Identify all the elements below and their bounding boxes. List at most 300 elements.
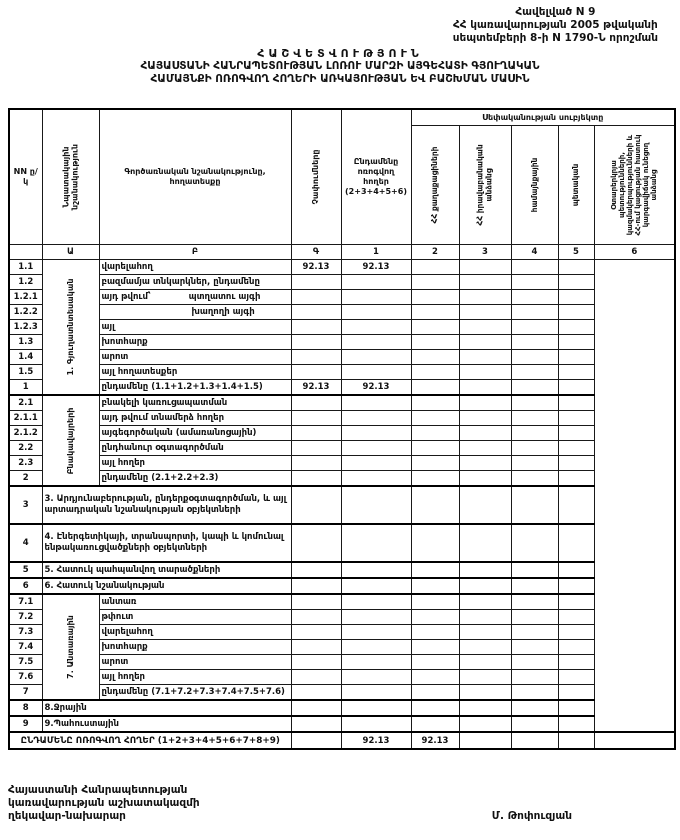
value-cell-col-3 <box>411 365 459 380</box>
value-cell-col-6 <box>558 562 594 578</box>
value-cell-col-3 <box>411 486 459 524</box>
value-cell-col-3 <box>411 594 459 610</box>
value-cell-col-3 <box>411 335 459 350</box>
value-cell-col-1 <box>291 578 341 594</box>
grand-total-value-col-6 <box>594 732 675 749</box>
table-row-9 <box>9 716 675 732</box>
value-cell-col-2 <box>341 640 411 655</box>
section-label-text: 7. Անտառային <box>65 615 75 679</box>
value-cell-col-3 <box>411 524 459 562</box>
table-row-7.4 <box>9 640 675 655</box>
value-cell-col-3 <box>411 625 459 640</box>
row-label-cell: ընդամենը (1.1+1.2+1.3+1.4+1.5) <box>99 380 291 396</box>
column-letter-1: Ա <box>42 245 99 260</box>
column-letter-2: Բ <box>99 245 291 260</box>
value-cell-col-4 <box>459 655 511 670</box>
value-cell-col-3 <box>411 640 459 655</box>
value-cell-col-2 <box>341 716 411 732</box>
value-cell-col-4 <box>459 594 511 610</box>
value-cell-col-3 <box>411 411 459 426</box>
row-label-cell: բնակելի կառուցապատման <box>99 395 291 411</box>
report-title-word: ՀԱՇՎԵՏՎՈՒԹՅՈՒՆ <box>257 47 423 60</box>
value-cell-col-5 <box>511 655 558 670</box>
value-cell-col-3 <box>411 275 459 290</box>
value-cell-col-3 <box>411 305 459 320</box>
value-cell-col-2: 92.13 <box>341 380 411 396</box>
value-cell-col-4 <box>459 305 511 320</box>
value-cell-col-6 <box>558 578 594 594</box>
row-label-secondary: պտղատու այգի <box>188 292 261 302</box>
value-cell-col-4 <box>459 456 511 471</box>
value-cell-col-2 <box>341 411 411 426</box>
table-row-7.3 <box>9 625 675 640</box>
value-cell-col-2 <box>341 471 411 487</box>
table-row-7.1 <box>9 594 675 610</box>
appendix-line-2: ՀՀ կառավարության 2005 թվականի <box>452 19 658 31</box>
row-label-cell: այլ հողեր <box>99 670 291 685</box>
value-cell-col-6 <box>558 380 594 396</box>
column-letter-5: 2 <box>411 245 459 260</box>
value-cell-col-1 <box>291 716 341 732</box>
col-header-foreign <box>594 126 675 245</box>
value-cell-col-2 <box>341 350 411 365</box>
value-cell-col-5 <box>511 562 558 578</box>
value-cell-col-2 <box>341 524 411 562</box>
grand-total-value-col-2: 92.13 <box>411 732 459 749</box>
row-number-cell: 6 <box>9 578 42 594</box>
row-label-cell: ընդհանուր օգտագործման <box>99 441 291 456</box>
col-header-legal-entities-text: ՀՀ իրավաբանական անձանց <box>475 144 493 226</box>
row-label-cell: այլ <box>99 320 291 335</box>
value-cell-col-5 <box>511 275 558 290</box>
table-body <box>9 260 675 750</box>
value-cell-col-6 <box>558 365 594 380</box>
value-cell-col-1 <box>291 486 341 524</box>
value-cell-col-6 <box>558 456 594 471</box>
row-number-cell: 2.2 <box>9 441 42 456</box>
col-header-citizens-text: ՀՀ քաղաքացիների <box>429 146 439 224</box>
value-cell-col-6 <box>558 716 594 732</box>
grand-total-row <box>9 732 675 749</box>
column-letter-7: 4 <box>511 245 558 260</box>
value-cell-col-6 <box>558 524 594 562</box>
table-row-7.5 <box>9 655 675 670</box>
value-cell-col-6 <box>558 640 594 655</box>
value-cell-col-2 <box>341 700 411 716</box>
row-label-cell: 5. Հատուկ պահպանվող տարածքների <box>42 562 291 578</box>
column-letter-6: 3 <box>459 245 511 260</box>
value-cell-col-6 <box>558 350 594 365</box>
value-cell-col-4 <box>459 670 511 685</box>
row-label-cell: վարելահող <box>99 260 291 275</box>
value-cell-col-6 <box>558 441 594 456</box>
value-cell-col-6 <box>558 486 594 524</box>
row-number-cell: 2.3 <box>9 456 42 471</box>
row-label-cell: ընդամենը (2.1+2.2+2.3) <box>99 471 291 487</box>
row-number-cell: 7.2 <box>9 610 42 625</box>
value-cell-col-5 <box>511 685 558 701</box>
value-cell-col-5 <box>511 395 558 411</box>
row-label-cell: խաղողի այգի <box>99 305 291 320</box>
footer-line-3: ղեկավար-նախարար <box>8 810 126 822</box>
value-cell-col-5 <box>511 700 558 716</box>
value-cell-col-4 <box>459 411 511 426</box>
row-label-cell: անտառ <box>99 594 291 610</box>
value-cell-col-6 <box>558 625 594 640</box>
column-letter-9: 6 <box>594 245 675 260</box>
grand-total-value-col-4 <box>511 732 558 749</box>
value-cell-col-2 <box>341 320 411 335</box>
value-cell-col-6 <box>558 610 594 625</box>
value-cell-col-2 <box>341 305 411 320</box>
row-number-cell: 2 <box>9 471 42 487</box>
col-header-purpose-text: Նպատակային նշանակություն <box>61 144 79 210</box>
value-cell-col-4 <box>459 441 511 456</box>
row-number-cell: 1.4 <box>9 350 42 365</box>
value-cell-col-4 <box>459 562 511 578</box>
value-cell-col-1 <box>291 471 341 487</box>
value-cell-col-4 <box>459 290 511 305</box>
value-cell-col-3 <box>411 350 459 365</box>
table-row-1.2.2 <box>9 305 675 320</box>
value-cell-col-2 <box>341 365 411 380</box>
value-cell-col-3 <box>411 471 459 487</box>
value-cell-col-2: 92.13 <box>341 260 411 275</box>
value-cell-col-3 <box>411 290 459 305</box>
row-label-cell: այգեգործական (ամառանոցային) <box>99 426 291 441</box>
row-label-cell: ընդամենը (7.1+7.2+7.3+7.4+7.5+7.6) <box>99 685 291 701</box>
value-cell-col-5 <box>511 335 558 350</box>
table-row-7.6 <box>9 670 675 685</box>
value-cell-col-4 <box>459 685 511 701</box>
column-letter-4: 1 <box>341 245 411 260</box>
value-cell-col-5 <box>511 260 558 275</box>
row-label-cell: խոտհարք <box>99 640 291 655</box>
value-cell-col-4 <box>459 350 511 365</box>
value-cell-col-3 <box>411 655 459 670</box>
value-cell-col-5 <box>511 441 558 456</box>
value-cell-col-2 <box>341 456 411 471</box>
row-label-cell: արոտ <box>99 350 291 365</box>
row-number-cell: 7 <box>9 685 42 701</box>
table-row-1.4 <box>9 350 675 365</box>
row-number-cell: 5 <box>9 562 42 578</box>
value-cell-col-6 <box>558 395 594 411</box>
value-cell-col-4 <box>459 320 511 335</box>
col-header-community <box>511 126 558 245</box>
row-number-cell: 2.1 <box>9 395 42 411</box>
table-row-2.2 <box>9 441 675 456</box>
row-label-cell: բազմամյա տնկարկներ, ընդամենը <box>99 275 291 290</box>
footer <box>8 784 672 823</box>
value-cell-col-4 <box>459 640 511 655</box>
section-label-text: 1. Գյուղատնտեսական <box>65 278 75 376</box>
value-cell-col-5 <box>511 578 558 594</box>
value-cell-col-5 <box>511 486 558 524</box>
signatory-name: Մ. Թոփուզյան <box>491 810 572 822</box>
col-header-legal-entities <box>459 126 511 245</box>
value-cell-col-1 <box>291 655 341 670</box>
column-letter-8: 5 <box>558 245 594 260</box>
row-number-cell: 7.5 <box>9 655 42 670</box>
value-cell-col-3 <box>411 562 459 578</box>
grand-total-label-cell: ԸՆԴԱՄԵՆԸ ՈՌՈԳՎՈՂ ՀՈՂԵՐ (1+2+3+4+5+6+7+8+9) <box>9 732 291 749</box>
value-cell-col-5 <box>511 290 558 305</box>
row-label-cell: արոտ <box>99 655 291 670</box>
table-row-6 <box>9 578 675 594</box>
value-cell-col-6 <box>558 320 594 335</box>
col-header-total: Ընդամենը ոռոգվող հողեր (2+3+4+5+6) <box>341 109 411 245</box>
value-cell-col-5 <box>511 716 558 732</box>
value-cell-col-1: 92.13 <box>291 260 341 275</box>
row-label-cell: վարելահող <box>99 625 291 640</box>
row-number-cell: 7.1 <box>9 594 42 610</box>
value-cell-col-5 <box>511 365 558 380</box>
value-cell-col-3 <box>411 320 459 335</box>
col-header-citizens <box>411 126 459 245</box>
row-label-cell: 8.Ջրային <box>42 700 291 716</box>
table-row-7 <box>9 685 675 701</box>
value-cell-col-2 <box>341 441 411 456</box>
value-cell-col-3 <box>411 380 459 396</box>
row-label-cell: 6. Հատուկ նշանակության <box>42 578 291 594</box>
value-cell-col-6 <box>558 670 594 685</box>
col-header-functional: Գործառնական նշանակությունը, հողատեսքը <box>99 109 291 245</box>
value-cell-col-1 <box>291 670 341 685</box>
table-row-5 <box>9 562 675 578</box>
grand-total-value-col-5 <box>558 732 594 749</box>
row-number-cell: 1.2.1 <box>9 290 42 305</box>
row-label-cell: այդ թվում՝ պտղատու այգի <box>99 290 291 305</box>
value-cell-col-3 <box>411 578 459 594</box>
value-cell-col-5 <box>511 670 558 685</box>
value-cell-col-2 <box>341 610 411 625</box>
value-cell-col-4 <box>459 365 511 380</box>
value-cell-col-4 <box>459 716 511 732</box>
value-cell-col-3 <box>411 685 459 701</box>
value-cell-col-2 <box>341 562 411 578</box>
value-cell-col-3 <box>411 670 459 685</box>
col-header-state <box>558 126 594 245</box>
value-cell-col-1 <box>291 290 341 305</box>
value-cell-col-3 <box>411 395 459 411</box>
report-title-line-3: ՀԱՄԱՅՆՔԻ ՈՌՈԳՎՈՂ ՀՈՂԵՐԻ ԱՌԿԱՅՈՒԹՅԱՆ ԵՎ ԲԱՇԽՄԱՆ ՄԱՍԻՆ <box>150 73 530 85</box>
row-number-cell: 2.1.1 <box>9 411 42 426</box>
col-header-ownership: Սեփականության սուբյեկտը <box>411 109 675 126</box>
table-row-3 <box>9 486 675 524</box>
row-label-cell: 3. Արդյունաբերության, ընդերքօգտագործման, և այլ արտադրական նշանակության օբյեկտների <box>42 486 291 524</box>
value-cell-col-5 <box>511 524 558 562</box>
value-cell-col-6 <box>558 655 594 670</box>
value-cell-col-6 <box>558 290 594 305</box>
value-cell-col-1 <box>291 395 341 411</box>
row-number-cell: 7.6 <box>9 670 42 685</box>
row-number-cell: 1.5 <box>9 365 42 380</box>
value-cell-col-6 <box>558 411 594 426</box>
value-cell-col-2 <box>341 655 411 670</box>
row-number-cell: 2.1.2 <box>9 426 42 441</box>
row-number-cell: 7.3 <box>9 625 42 640</box>
value-cell-col-1 <box>291 610 341 625</box>
report-title <box>0 47 680 86</box>
value-cell-col-3 <box>411 716 459 732</box>
value-cell-col-1 <box>291 320 341 335</box>
value-cell-col-1 <box>291 640 341 655</box>
row-number-cell: 1.2.3 <box>9 320 42 335</box>
value-cell-col-4 <box>459 625 511 640</box>
col-header-unit-text: Չափումները <box>310 149 320 205</box>
value-cell-col-4 <box>459 275 511 290</box>
value-cell-col-3 <box>411 456 459 471</box>
value-cell-col-2 <box>341 395 411 411</box>
value-cell-col-4 <box>459 471 511 487</box>
table-row-1.2.1 <box>9 290 675 305</box>
value-cell-col-4 <box>459 700 511 716</box>
table-row-2 <box>9 471 675 487</box>
value-cell-col-1: 92.13 <box>291 380 341 396</box>
signatory-position <box>8 784 200 823</box>
value-cell-col-1 <box>291 350 341 365</box>
value-cell-col-3 <box>411 426 459 441</box>
value-cell-col-2 <box>341 290 411 305</box>
value-cell-col-5 <box>511 625 558 640</box>
col-header-nn: NN ը/կ <box>9 109 42 245</box>
table-header <box>9 109 675 260</box>
value-cell-col-3 <box>411 441 459 456</box>
col-header-foreign-text: Օտարերկրյա պետությունների, կազմակերպությունների և ՀՀ-ում կացության հատուկ կարգավիճակ ունեցող անձանց <box>610 134 659 236</box>
row-number-cell: 7.4 <box>9 640 42 655</box>
value-cell-col-6 <box>558 426 594 441</box>
table-row-1.1 <box>9 260 675 275</box>
value-cell-col-6 <box>558 685 594 701</box>
value-cell-col-1 <box>291 305 341 320</box>
col-header-state-text: պետական <box>570 163 580 207</box>
col-header-purpose <box>42 109 99 245</box>
row-label-cell: 9.Պահուստային <box>42 716 291 732</box>
table-row-1.2.3 <box>9 320 675 335</box>
value-cell-col-2 <box>341 594 411 610</box>
value-cell-col-1 <box>291 441 341 456</box>
table-row-2.1 <box>9 395 675 411</box>
value-cell-col-3 <box>411 700 459 716</box>
value-cell-col-1 <box>291 275 341 290</box>
value-cell-col-4 <box>459 486 511 524</box>
column-letter-3: Գ <box>291 245 341 260</box>
value-cell-col-5 <box>511 594 558 610</box>
value-cell-col-4 <box>459 524 511 562</box>
section-label-cell <box>42 395 99 486</box>
value-cell-col-5 <box>511 610 558 625</box>
value-cell-col-1 <box>291 700 341 716</box>
value-cell-col-6 <box>558 305 594 320</box>
row-label-cell: թփուտ <box>99 610 291 625</box>
table-row-1.2 <box>9 275 675 290</box>
value-cell-col-1 <box>291 594 341 610</box>
value-cell-col-1 <box>291 562 341 578</box>
footer-line-1: Հայաստանի Հանրապետության <box>8 784 188 796</box>
table-row-7.2 <box>9 610 675 625</box>
value-cell-col-5 <box>511 471 558 487</box>
appendix-line-3: սեպտեմբերի 8-ի N 1790-Ն որոշման <box>452 32 658 44</box>
value-cell-col-4 <box>459 426 511 441</box>
value-cell-col-1 <box>291 625 341 640</box>
row-label-cell: խոտհարք <box>99 335 291 350</box>
section-label-cell <box>42 594 99 700</box>
value-cell-col-1 <box>291 411 341 426</box>
section-label-cell <box>42 260 99 396</box>
value-cell-col-2 <box>341 625 411 640</box>
table-row-1.3 <box>9 335 675 350</box>
irrigated-lands-table <box>8 108 676 750</box>
row-number-cell: 1.2 <box>9 275 42 290</box>
row-label-cell: 4. Էներգետիկայի, տրանսպորտի, կապի և կոմունալ ենթակառուցվածքների օբյեկտների <box>42 524 291 562</box>
table-row-1 <box>9 380 675 396</box>
value-cell-col-3 <box>411 610 459 625</box>
row-number-cell: 4 <box>9 524 42 562</box>
value-cell-col-4 <box>459 610 511 625</box>
row-number-cell: 9 <box>9 716 42 732</box>
value-cell-col-2 <box>341 578 411 594</box>
value-cell-col-2 <box>341 685 411 701</box>
value-cell-col-6 <box>558 335 594 350</box>
value-cell-col-4 <box>459 380 511 396</box>
value-cell-col-4 <box>459 578 511 594</box>
appendix-reference <box>453 6 658 45</box>
report-title-line-2: ՀԱՅԱՍՏԱՆԻ ՀԱՆՐԱՊԵՏՈՒԹՅԱՆ ԼՈՌՈՒ ՄԱՐԶԻ ԱՅԳԵՀԱՏԻ ԳՅՈՒՂԱԿԱՆ <box>140 60 540 72</box>
value-cell-col-1 <box>291 335 341 350</box>
value-cell-col-3 <box>411 260 459 275</box>
value-cell-col-1 <box>291 426 341 441</box>
row-label-cell: այդ թվում տնամերձ հողեր <box>99 411 291 426</box>
footer-line-2: կառավարության աշխատակազմի <box>8 797 200 809</box>
value-cell-col-4 <box>459 395 511 411</box>
value-cell-col-6 <box>558 260 594 275</box>
table-row-8 <box>9 700 675 716</box>
grand-total-value-col-1: 92.13 <box>341 732 411 749</box>
row-number-cell: 1.1 <box>9 260 42 275</box>
value-cell-col-5 <box>511 426 558 441</box>
value-cell-col-5 <box>511 380 558 396</box>
row-label-cell: այլ հողատեսքեր <box>99 365 291 380</box>
row-number-cell: 1.3 <box>9 335 42 350</box>
row-number-cell: 1 <box>9 380 42 396</box>
grand-total-value-col-3 <box>459 732 511 749</box>
value-cell-col-1 <box>291 456 341 471</box>
column-letter-0 <box>9 245 42 260</box>
value-cell-col-1 <box>291 524 341 562</box>
table-row-2.3 <box>9 456 675 471</box>
value-cell-col-1 <box>291 685 341 701</box>
value-cell-col-4 <box>459 260 511 275</box>
value-cell-col-2 <box>341 670 411 685</box>
grand-total-unit-cell <box>291 732 341 749</box>
col-header-unit <box>291 109 341 245</box>
value-cell-col-5 <box>511 320 558 335</box>
value-cell-col-5 <box>511 640 558 655</box>
value-cell-col-5 <box>511 350 558 365</box>
row-label-cell: այլ հողեր <box>99 456 291 471</box>
table-row-2.1.2 <box>9 426 675 441</box>
value-cell-col-6 <box>558 471 594 487</box>
value-cell-col-2 <box>341 426 411 441</box>
table-row-1.5 <box>9 365 675 380</box>
value-cell-col-5 <box>511 411 558 426</box>
value-cell-col-1 <box>291 365 341 380</box>
row-number-cell: 1.2.2 <box>9 305 42 320</box>
table-row-4 <box>9 524 675 562</box>
value-cell-col-6 <box>558 594 594 610</box>
value-cell-col-2 <box>341 486 411 524</box>
